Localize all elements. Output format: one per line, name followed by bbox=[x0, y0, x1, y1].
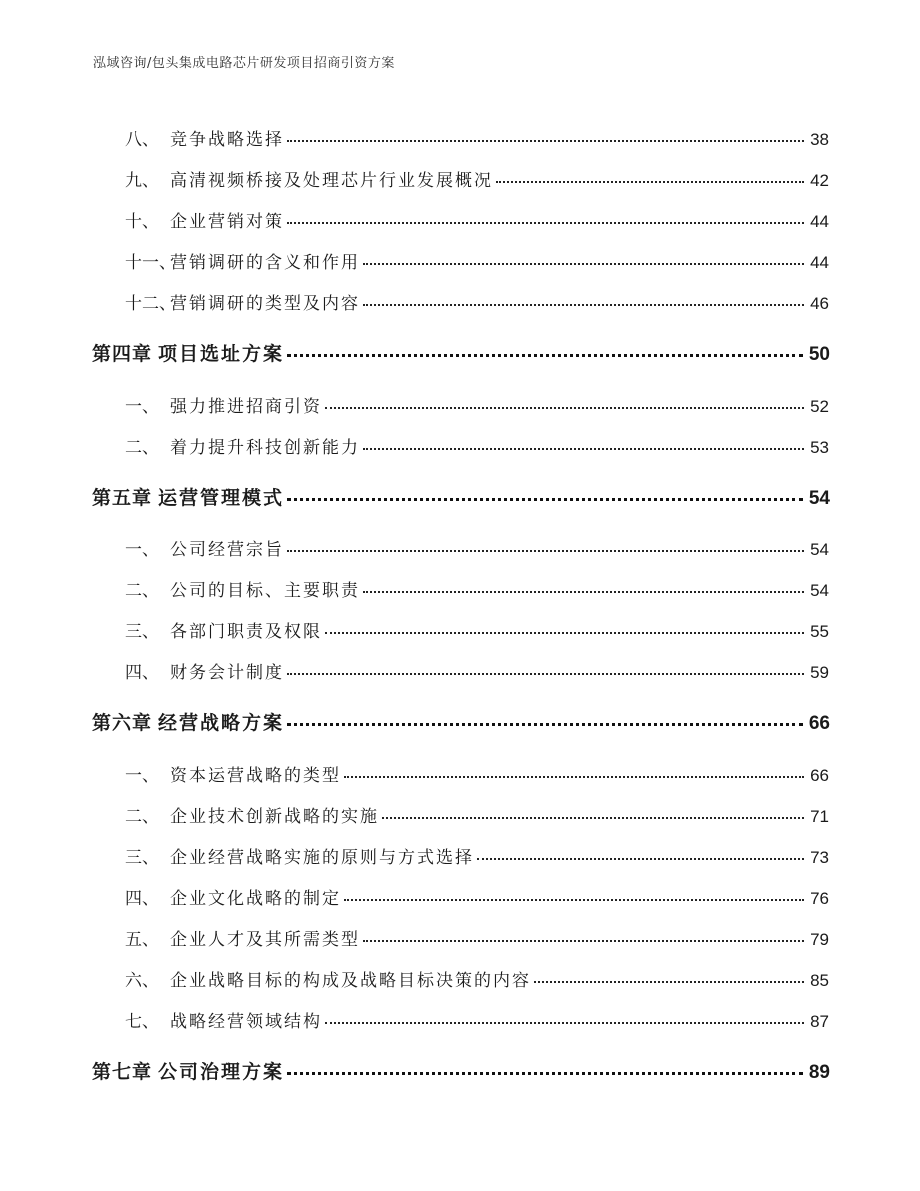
toc-entry-number: 二、 bbox=[125, 807, 159, 827]
toc-entry-title: 竞争战略选择 bbox=[170, 130, 284, 150]
toc-entry-number: 十、 bbox=[125, 212, 159, 232]
toc-chapter-page: 89 bbox=[808, 1062, 830, 1083]
toc-entry-title: 企业人才及其所需类型 bbox=[170, 930, 360, 950]
toc-entry-title: 战略经营领域结构 bbox=[170, 1012, 322, 1032]
toc-dot-leader bbox=[287, 550, 804, 552]
toc-entry[interactable] bbox=[0, 166, 920, 191]
toc-entry-page: 52 bbox=[810, 397, 829, 416]
toc-entry-page: 79 bbox=[810, 930, 829, 949]
toc-entry-title: 高清视频桥接及处理芯片行业发展概况 bbox=[170, 171, 493, 191]
toc-entry[interactable] bbox=[0, 658, 920, 683]
toc-chapter-number: 第七章 bbox=[92, 1061, 153, 1083]
toc-chapter-number: 第六章 bbox=[92, 712, 153, 734]
toc-entry[interactable] bbox=[0, 392, 920, 417]
toc-entry-page: 85 bbox=[810, 971, 829, 990]
toc-entry[interactable] bbox=[0, 802, 920, 827]
toc-entry-page: 54 bbox=[810, 540, 829, 559]
toc-entry-number: 十二、 bbox=[125, 294, 176, 314]
toc-chapter-title: 运营管理模式 bbox=[158, 487, 285, 509]
toc-entry-title: 强力推进招商引资 bbox=[170, 397, 322, 417]
toc-entry-title: 企业战略目标的构成及战略目标决策的内容 bbox=[170, 971, 531, 991]
toc-entry-number: 二、 bbox=[125, 581, 159, 601]
toc-entry[interactable] bbox=[0, 248, 920, 273]
toc-entry[interactable] bbox=[0, 576, 920, 601]
toc-entry[interactable] bbox=[0, 289, 920, 314]
toc-entry-title: 企业营销对策 bbox=[170, 212, 284, 232]
toc-dot-leader bbox=[325, 407, 804, 409]
toc-entry-page: 76 bbox=[810, 889, 829, 908]
toc-dot-leader bbox=[363, 940, 804, 942]
toc-entry-page: 44 bbox=[810, 212, 829, 231]
toc-chapter-page: 54 bbox=[808, 488, 830, 509]
toc-entry-number: 九、 bbox=[125, 171, 159, 191]
toc-entry[interactable] bbox=[0, 125, 920, 150]
toc-entry[interactable] bbox=[0, 843, 920, 868]
toc-entry[interactable] bbox=[0, 617, 920, 642]
toc-dot-leader bbox=[287, 723, 803, 726]
toc-entry-number: 四、 bbox=[125, 889, 159, 909]
toc-entry-title: 各部门职责及权限 bbox=[170, 622, 322, 642]
toc-entry-title: 企业文化战略的制定 bbox=[170, 889, 341, 909]
toc-chapter[interactable] bbox=[0, 708, 920, 735]
toc-entry-number: 七、 bbox=[125, 1012, 159, 1032]
toc-entry-page: 44 bbox=[810, 253, 829, 272]
toc-entry-number: 三、 bbox=[125, 848, 159, 868]
toc-dot-leader bbox=[344, 899, 804, 901]
toc-dot-leader bbox=[477, 858, 804, 860]
toc-chapter-title: 公司治理方案 bbox=[158, 1061, 285, 1083]
toc-dot-leader bbox=[325, 1022, 804, 1024]
toc-chapter-page: 66 bbox=[808, 713, 830, 734]
toc-dot-leader bbox=[496, 181, 804, 183]
toc-entry-page: 87 bbox=[810, 1012, 829, 1031]
toc-dot-leader bbox=[363, 591, 804, 593]
toc-dot-leader bbox=[287, 354, 803, 357]
toc-chapter-title: 经营战略方案 bbox=[158, 712, 285, 734]
toc-entry-page: 71 bbox=[810, 807, 829, 826]
toc-dot-leader bbox=[287, 140, 804, 142]
toc-entry-title: 企业经营战略实施的原则与方式选择 bbox=[170, 848, 474, 868]
toc-chapter[interactable] bbox=[0, 339, 920, 366]
toc-dot-leader bbox=[344, 776, 804, 778]
toc-entry[interactable] bbox=[0, 761, 920, 786]
toc-dot-leader bbox=[382, 817, 804, 819]
toc-entry[interactable] bbox=[0, 535, 920, 560]
toc-dot-leader bbox=[287, 222, 804, 224]
toc-entry-number: 一、 bbox=[125, 540, 159, 560]
toc-entry-title: 财务会计制度 bbox=[170, 663, 284, 683]
toc-entry-page: 59 bbox=[810, 663, 829, 682]
toc-dot-leader bbox=[363, 263, 804, 265]
toc-dot-leader bbox=[287, 673, 804, 675]
toc-dot-leader bbox=[287, 498, 803, 501]
toc-entry[interactable] bbox=[0, 207, 920, 232]
toc-chapter-number: 第五章 bbox=[92, 487, 153, 509]
toc-entry-page: 46 bbox=[810, 294, 829, 313]
toc-entry-number: 四、 bbox=[125, 663, 159, 683]
toc-entry-page: 66 bbox=[810, 766, 829, 785]
toc-entry-number: 二、 bbox=[125, 438, 159, 458]
toc-entry[interactable] bbox=[0, 433, 920, 458]
toc-entry-number: 一、 bbox=[125, 766, 159, 786]
toc-dot-leader bbox=[534, 981, 804, 983]
toc-chapter[interactable] bbox=[0, 1057, 920, 1084]
toc-entry-number: 十一、 bbox=[125, 253, 176, 273]
toc-entry-number: 三、 bbox=[125, 622, 159, 642]
toc-entry-page: 54 bbox=[810, 581, 829, 600]
toc-entry-title: 营销调研的含义和作用 bbox=[170, 253, 360, 273]
toc-entry-title: 企业技术创新战略的实施 bbox=[170, 807, 379, 827]
toc-entry-title: 公司经营宗旨 bbox=[170, 540, 284, 560]
toc-chapter-title: 项目选址方案 bbox=[158, 343, 285, 365]
toc-entry-title: 资本运营战略的类型 bbox=[170, 766, 341, 786]
toc-chapter[interactable] bbox=[0, 483, 920, 510]
toc-entry-title: 营销调研的类型及内容 bbox=[170, 294, 360, 314]
toc-entry[interactable] bbox=[0, 925, 920, 950]
toc-entry-number: 一、 bbox=[125, 397, 159, 417]
toc-entry[interactable] bbox=[0, 1007, 920, 1032]
toc-entry[interactable] bbox=[0, 884, 920, 909]
toc-entry-number: 五、 bbox=[125, 930, 159, 950]
toc-entry-number: 六、 bbox=[125, 971, 159, 991]
toc-entry-number: 八、 bbox=[125, 130, 159, 150]
toc-dot-leader bbox=[287, 1072, 803, 1075]
toc-entry-page: 42 bbox=[810, 171, 829, 190]
toc-entry-title: 着力提升科技创新能力 bbox=[170, 438, 360, 458]
toc-entry-page: 55 bbox=[810, 622, 829, 641]
toc-entry-page: 53 bbox=[810, 438, 829, 457]
page-header: 泓域咨询/包头集成电路芯片研发项目招商引资方案 bbox=[93, 56, 395, 71]
toc-entry-page: 38 bbox=[810, 130, 829, 149]
toc-entry[interactable] bbox=[0, 966, 920, 991]
toc-chapter-page: 50 bbox=[808, 344, 830, 365]
toc-entry-page: 73 bbox=[810, 848, 829, 867]
toc-dot-leader bbox=[363, 304, 804, 306]
toc-entry-title: 公司的目标、主要职责 bbox=[170, 581, 360, 601]
toc-dot-leader bbox=[325, 632, 804, 634]
toc-chapter-number: 第四章 bbox=[92, 343, 153, 365]
toc-dot-leader bbox=[363, 448, 804, 450]
